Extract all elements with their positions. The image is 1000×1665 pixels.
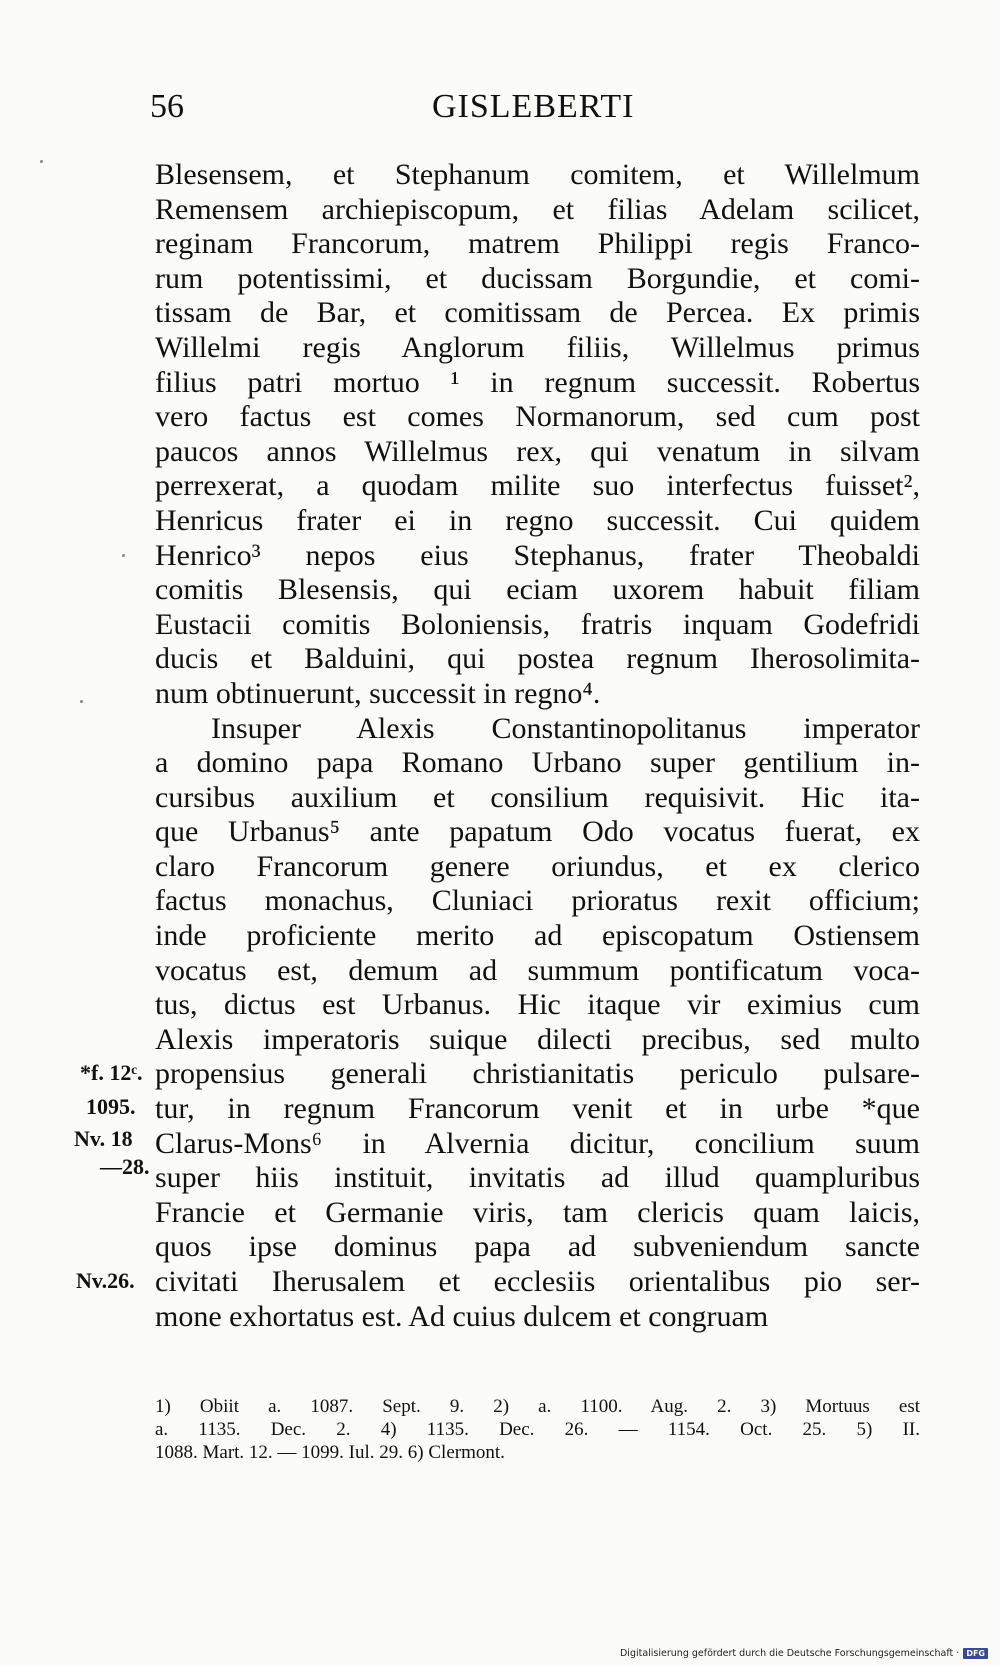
- dfg-logo-icon: DFG: [963, 1648, 988, 1659]
- text-line: vocatus est, demum ad summum pontificatum voca-: [155, 953, 920, 987]
- text-line: a domino papa Romano Urbano super gentilium in-: [155, 746, 920, 780]
- scan-speck: [80, 700, 83, 703]
- margin-note-nv26: Nv.26.: [76, 1268, 135, 1293]
- text-line: tur, in regnum Francorum venit et in urbe *que: [155, 1092, 920, 1126]
- text-line: quos ipse dominus papa ad subveniendum sancte: [155, 1230, 920, 1264]
- text-line: inde proficiente merito ad episcopatum Ostiensem: [155, 919, 920, 953]
- margin-note-folio: *f. 12ᶜ.: [80, 1060, 143, 1085]
- text-line: Blesensem, et Stephanum comitem, et Willelmum: [155, 158, 920, 191]
- running-title: GISLEBERTI: [432, 88, 635, 125]
- main-text: [155, 158, 920, 1334]
- footnote-line: 1088. Mart. 12. — 1099. Iul. 29. 6) Clermont.: [155, 1442, 505, 1463]
- footnotes: [155, 1395, 920, 1464]
- text-line: propensius generali christianitatis periculo pulsare-: [155, 1057, 920, 1091]
- text-line: Alexis imperatoris suique dilecti precibus, sed multo: [155, 1022, 920, 1056]
- text-line: comitis Blesensis, qui eciam uxorem habuit filiam: [155, 573, 920, 607]
- text-line: que Urbanus⁵ ante papatum Odo vocatus fuerat, ex: [155, 815, 920, 849]
- text-line: num obtinuerunt, successit in regno⁴.: [155, 676, 601, 710]
- digitization-credit: [620, 1648, 988, 1659]
- text-line: Clarus-Mons⁶ in Alvernia dicitur, concilium suum: [155, 1126, 920, 1160]
- text-line: Insuper Alexis Constantinopolitanus imperator: [211, 711, 920, 745]
- text-line: reginam Francorum, matrem Philippi regis Franco-: [155, 227, 920, 261]
- text-line: Willelmi regis Anglorum filiis, Willelmus primus: [155, 330, 920, 364]
- text-line: super hiis instituit, invitatis ad illud quampluribus: [155, 1161, 920, 1195]
- margin-note-dash28: —28.: [100, 1154, 150, 1179]
- running-header: [150, 88, 920, 128]
- text-line: factus monachus, Cluniaci prioratus rexit officium;: [155, 884, 920, 918]
- footnote-line: 1) Obiit a. 1087. Sept. 9. 2) a. 1100. Aug. 2. 3) Mortuus est: [155, 1396, 920, 1417]
- text-line: Eustacii comitis Boloniensis, fratris inquam Godefridi: [155, 607, 920, 641]
- text-line: claro Francorum genere oriundus, et ex clerico: [155, 849, 920, 883]
- margin-note-nv18: Nv. 18: [74, 1126, 133, 1151]
- text-line: Henricus frater ei in regno successit. Cui quidem: [155, 503, 920, 537]
- margin-note-year: 1095.: [86, 1094, 136, 1119]
- text-line: ducis et Balduini, qui postea regnum Iherosolimita-: [155, 642, 920, 676]
- text-line: vero factus est comes Normanorum, sed cum post: [155, 400, 920, 434]
- text-line: paucos annos Willelmus rex, qui venatum in silvam: [155, 434, 920, 468]
- text-line: Francie et Germanie viris, tam clericis quam laicis,: [155, 1195, 920, 1229]
- text-line: civitati Iherusalem et ecclesiis orientalibus pio ser-: [155, 1265, 920, 1298]
- text-line: Remensem archiepiscopum, et filias Adelam scilicet,: [155, 192, 920, 226]
- text-line: cursibus auxilium et consilium requisivit. Hic ita-: [155, 780, 920, 814]
- text-line: filius patri mortuo ¹ in regnum successit. Robertus: [155, 365, 920, 399]
- footnote-line: a. 1135. Dec. 2. 4) 1135. Dec. 26. — 1154. Oct. 25. 5) II.: [155, 1419, 920, 1440]
- text-line: mone exhortatus est. Ad cuius dulcem et congruam: [155, 1299, 769, 1333]
- page-number: 56: [150, 88, 184, 125]
- scan-speck: [122, 554, 125, 557]
- scan-speck: [40, 160, 43, 163]
- text-line: tus, dictus est Urbanus. Hic itaque vir eximius cum: [155, 988, 920, 1022]
- text-line: Henrico³ nepos eius Stephanus, frater Theobaldi: [155, 538, 920, 572]
- credit-text: Digitalisierung gefördert durch die Deutsche Forschungsgemeinschaft ·: [619, 1648, 960, 1659]
- text-line: perrexerat, a quodam milite suo interfectus fuisset²,: [155, 469, 920, 503]
- text-line: tissam de Bar, et comitissam de Percea. Ex primis: [155, 296, 920, 330]
- text-line: rum potentissimi, et ducissam Borgundie, et comi-: [155, 261, 920, 295]
